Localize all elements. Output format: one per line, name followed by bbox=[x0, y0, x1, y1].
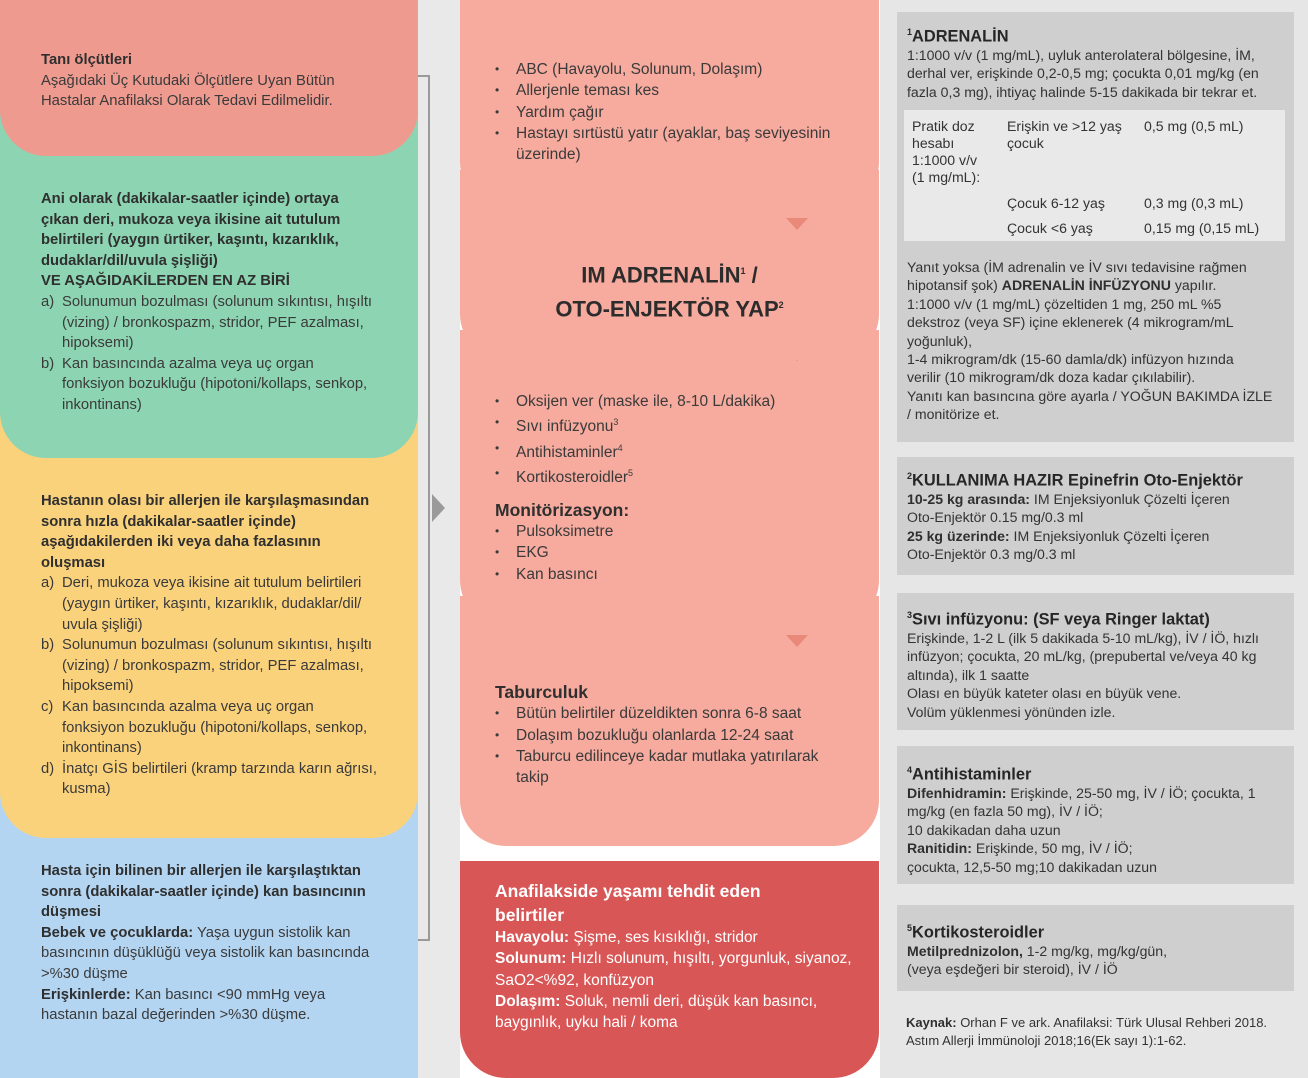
criterion-1-card bbox=[0, 110, 418, 458]
adrenalin-title: $^1$ADRENALİN bbox=[907, 27, 1009, 46]
antihistamines-title: $^4$Antihistaminler bbox=[907, 765, 1032, 784]
list-item: • Dolaşım bozukluğu olanlarda 12-24 saat bbox=[460, 725, 879, 746]
list-item: a) Solunumun bozulması (solunum sıkıntısı, hışıltı (vizing) / bronkospazm, stridor, PEF azalması, hipoksemi) bbox=[41, 293, 373, 352]
list-item: • Pulsoksimetre bbox=[460, 521, 879, 542]
monitoring-list bbox=[460, 521, 879, 585]
list-item: • Sıvı infüzyonu$^3$ bbox=[460, 412, 879, 437]
discharge-list bbox=[460, 703, 879, 788]
source-citation: Kaynak: Orhan F ve ark. Anafilaksi: Türk Ulusal Rehberi 2018. Astım Allerji İmmünoloji 2018;16(Ek sayı 1):1-62. bbox=[906, 1015, 1268, 1048]
dose-row-value: 0,5 mg (0,5 mL) bbox=[1144, 118, 1244, 134]
criteria-bracket bbox=[418, 75, 430, 941]
list-item: • Hastayı sırtüstü yatır (ayaklar, baş seviyesinin üzerinde) bbox=[460, 123, 879, 166]
list-item: • ABC (Havayolu, Solunum, Dolaşım) bbox=[460, 59, 879, 80]
airway-signs: Havayolu: Şişme, ses kısıklığı, stridor bbox=[495, 929, 758, 946]
first-steps-card bbox=[460, 0, 879, 208]
flow-arrow-icon bbox=[786, 635, 808, 647]
arrow-right-icon bbox=[432, 494, 445, 522]
discharge-title: Taburculuk bbox=[495, 682, 589, 702]
corticosteroids-title: $^5$Kortikosteroidler bbox=[907, 923, 1045, 942]
list-item: b) Solunumun bozulması (solunum sıkıntısı, hışıltı (vizing) / bronkospazm, stridor, PEF azalması, hipoksemi) bbox=[41, 637, 373, 695]
list-item: • Taburcu edilinceye kadar mutlaka yatırılarak takip bbox=[460, 746, 879, 789]
fluid-infusion-box: $^3$Sıvı infüzyonu: (SF veya Ringer laktat) Erişkinde, 1-2 L (ilk 5 dakikada 5-10 mL/kg), İV / İÖ, hızlı infüzyon; çocukta, 20 mL/kg, (prepubertal ve/veya 40 kg altında), ilk 1 saatte Olası en büyük kateter olası en büyük vene. Volüm yüklenmesi yönünden izle. bbox=[897, 593, 1294, 730]
list-item: d) İnatçı GİS belirtileri (kramp tarzında karın ağrısı, kusma) bbox=[41, 760, 377, 798]
criterion-3-heading: Hasta için bilinen bir allerjen ile karşılaştıktan sonra (dakikalar-saatler içinde) kan basıncının düşmesi bbox=[41, 863, 366, 921]
adrenalin-action-title: IM ADRENALİN$^1$ / OTO-ENJEKTÖR YAP$^2$ bbox=[555, 262, 784, 322]
criterion-1-heading: Ani olarak (dakikalar-saatler içinde) ortaya çıkan deri, mukoza veya ikisine ait tutulum belirtileri (yaygın ürtiker, kaşıntı, kızarıklık, dudaklar/dil/uvula şişliği) VE AŞAĞIDAKİLERDEN EN AZ BİRİ bbox=[41, 191, 341, 290]
dose-row-group: Çocuk <6 yaş bbox=[1007, 220, 1093, 236]
dose-row-group: Çocuk 6-12 yaş bbox=[1007, 195, 1105, 211]
life-threatening-title: Anafilakside yaşamı tehdit eden belirtiler bbox=[495, 881, 761, 925]
criterion-1-list bbox=[41, 292, 404, 416]
criteria-header-card bbox=[0, 0, 418, 156]
list-item: a) Deri, mukoza veya ikisine ait tutulum belirtileri (yaygın ürtiker, kaşıntı, kızarıklık, dudaklar/dil/ uvula şişliği) bbox=[41, 575, 362, 633]
criterion-3-infant: Bebek ve çocuklarda: Yaşa uygun sistolik kan basıncının düşüklüğü veya sistolik kan basıncında >%30 düşme bbox=[41, 924, 370, 982]
adrenalin-intro: 1:1000 v/v (1 mg/mL), uyluk anterolateral bölgesine, İM, derhal ver, erişkinde 0,2-0,5 mg; çocukta 0,01 mg/kg (en fazla 0,3 mg), ihtiyaç halinde 5-15 dakikada bir tekrar et. bbox=[907, 46, 1259, 100]
criterion-2-card bbox=[0, 410, 418, 838]
list-item: • Allerjenle teması kes bbox=[460, 80, 879, 101]
autoinjector-box: $^2$KULLANIMA HAZIR Epinefrin Oto-Enjektör 10-25 kg arasında: IM Enjeksiyonluk Çözelti İçeren Oto-Enjektör 0.15 mg/0.3 ml 25 kg üzerinde: IM Enjeksiyonluk Çözelti İçeren Oto-Enjektör 0.3 mg/0.3 ml bbox=[897, 457, 1294, 575]
list-item: • Kan basıncı bbox=[460, 564, 879, 585]
list-item: • Oksijen ver (maske ile, 8-10 L/dakika) bbox=[460, 391, 879, 412]
treatment-list bbox=[460, 391, 879, 489]
list-item: • Antihistaminler$^4$ bbox=[460, 438, 879, 463]
antihistamines-box: $^4$Antihistaminler Difenhidramin: Erişkinde, 25-50 mg, İV / İÖ; çocukta, 1 mg/kg (en fazla 50 mg), İV / İÖ; 10 dakikadan daha uzun Ranitidin: Erişkinde, 50 mg, İV / İÖ; çocukta, 12,5-50 mg;10 dakikadan uzun bbox=[897, 746, 1294, 884]
first-steps-list bbox=[460, 59, 879, 165]
dose-row-value: 0,3 mg (0,3 mL) bbox=[1144, 195, 1244, 211]
dose-row-value: 0,15 mg (0,15 mL) bbox=[1144, 220, 1260, 236]
treatment-card bbox=[460, 330, 879, 626]
list-item: • EKG bbox=[460, 542, 879, 563]
list-item: • Bütün belirtiler düzeldikten sonra 6-8 saat bbox=[460, 703, 879, 724]
circulation-signs: Dolaşım: Soluk, nemli deri, düşük kan basıncı, baygınlık, uyku hali / koma bbox=[495, 992, 818, 1032]
criterion-2-list bbox=[41, 573, 404, 800]
list-item: • Yardım çağır bbox=[460, 102, 879, 123]
autoinjector-title: $^2$KULLANIMA HAZIR Epinefrin Oto-Enjektör bbox=[907, 471, 1243, 490]
criteria-title: Tanı ölçütleri bbox=[41, 52, 132, 68]
monitoring-title: Monitörizasyon: bbox=[495, 499, 630, 520]
life-threatening-box bbox=[460, 861, 879, 1078]
dose-table-label: Pratik doz hesabı 1:1000 v/v (1 mg/mL): bbox=[912, 118, 981, 185]
list-item: b) Kan basıncında azalma veya uç organ fonksiyon bozukluğu (hipotoni/kollaps, senkop, inkontinans) bbox=[41, 355, 368, 413]
criterion-3-adult: Erişkinlerde: Kan basıncı <90 mmHg veya hastanın bazal değerinden >%30 düşme. bbox=[41, 986, 326, 1024]
breathing-signs: Solunum: Hızlı solunum, hışıltı, yorgunluk, siyanoz, SaO2<%92, konfüzyon bbox=[495, 950, 852, 989]
fluid-infusion-title: $^3$Sıvı infüzyonu: (SF veya Ringer laktat) bbox=[907, 610, 1210, 629]
list-item: • Kortikosteroidler$^5$ bbox=[460, 463, 879, 488]
corticosteroids-box: $^5$Kortikosteroidler Metilprednizolon, 1-2 mg/kg, mg/kg/gün, (veya eşdeğeri bir steroid), İV / İÖ bbox=[897, 905, 1294, 991]
criterion-2-heading: Hastanın olası bir allerjen ile karşılaşmasından sonra hızla (dakikalar-saatler içinde) aşağıdakilerden iki veya daha fazlasının oluşması bbox=[41, 493, 370, 571]
dose-row-group: Erişkin ve >12 yaş çocuk bbox=[1007, 118, 1122, 151]
discharge-card bbox=[460, 596, 879, 846]
criteria-instruction: Aşağıdaki Üç Kutudaki Ölçütlere Uyan Bütün Hastalar Anafilaksi Olarak Tedavi Edilmelidir. bbox=[41, 72, 335, 110]
flow-arrow-icon bbox=[786, 218, 808, 230]
list-item: c) Kan basıncında azalma veya uç organ fonksiyon bozukluğu (hipotoni/kollaps, senkop, inkontinans) bbox=[41, 698, 368, 757]
adrenalin-infusion: Yanıt yoksa (İM adrenalin ve İV sıvı tedavisine rağmen hipotansif şok) ADRENALİN İNFÜZYONU yapılır. 1:1000 v/v (1 mg/mL) çözeltiden 1 mg, 250 mL %5 dekstroz (veya SF) içine eklenerek (4 mikrogram/mL yoğunluk), 1-4 mikrogram/dk (15-60 damla/dk) infüzyon hızında verilir (10 mikrogram/dk doza kadar çıkılabilir). Yanıtı kan basıncına göre ayarla / YOĞUN BAKIMDA İZLE / monitörize et. bbox=[907, 259, 1273, 423]
